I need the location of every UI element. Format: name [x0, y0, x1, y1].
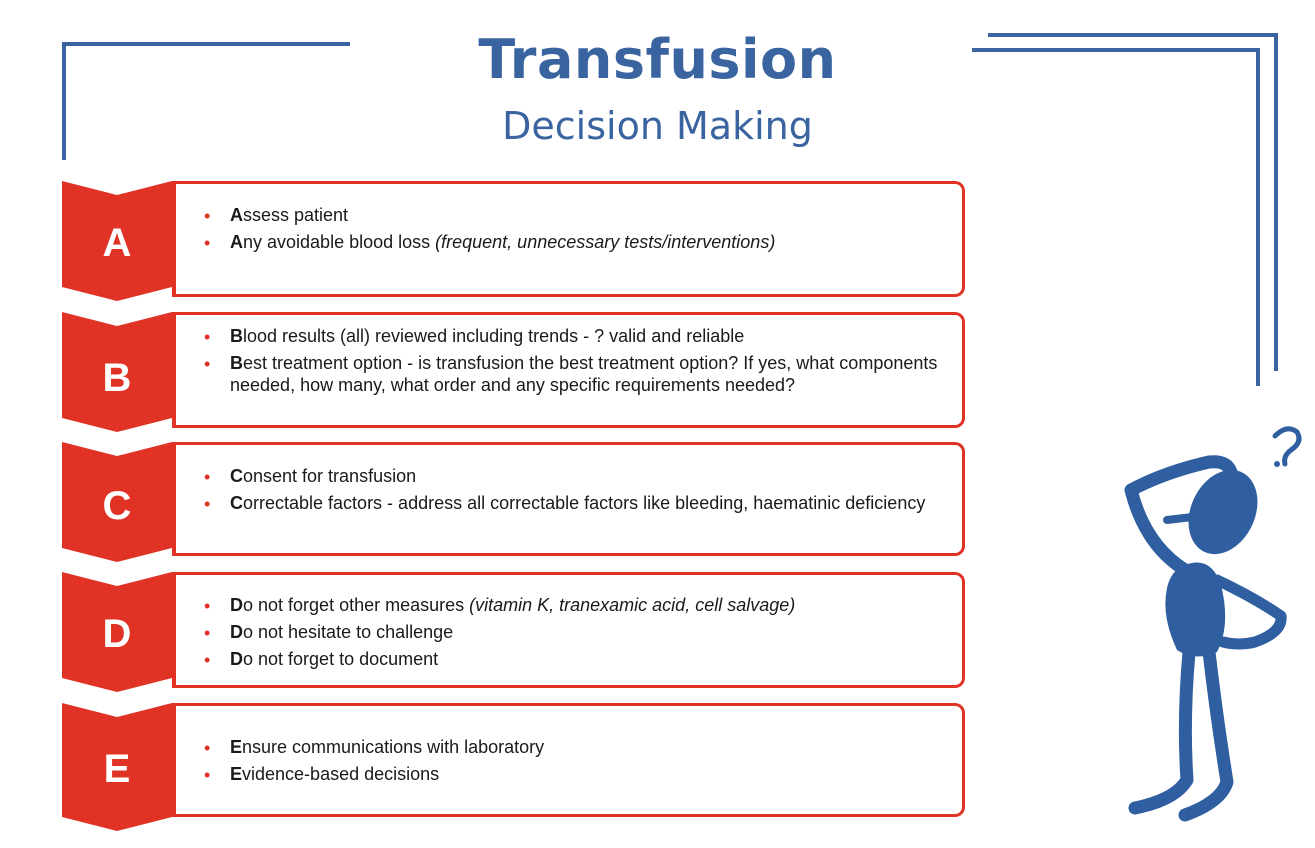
list-item: • Correctable factors - address all correctable factors like bleeding, haematinic deficiency	[204, 493, 926, 514]
step-row-a	[0, 181, 980, 301]
step-row-c	[0, 442, 980, 562]
step-tab-c	[62, 442, 172, 558]
step-letter: D	[102, 612, 132, 656]
frame-left-vertical	[62, 42, 66, 160]
frame-right-top-outer	[988, 33, 1278, 37]
step-letter: B	[102, 356, 132, 400]
list-item: • Assess patient	[204, 205, 349, 226]
frame-right-top-inner	[972, 48, 1260, 52]
step-row-b	[0, 312, 980, 432]
step-tab-b	[62, 312, 172, 428]
step-tab-d	[62, 572, 172, 688]
step-row-d	[0, 572, 980, 692]
step-letter: E	[103, 747, 131, 791]
list-item: • Best treatment option - is transfusion the best treatment option? If yes, what components needed, how many, what order and any specific requirements needed?	[204, 353, 938, 395]
list-item: • Evidence-based decisions	[204, 764, 440, 785]
step-box-a	[172, 181, 965, 297]
step-tab-a	[62, 181, 172, 297]
list-item: • Any avoidable blood loss (frequent, unnecessary tests/interventions)	[204, 232, 776, 253]
list-item: • Blood results (all) reviewed including trends - ? valid and reliable	[204, 326, 745, 347]
page-title: Transfusion	[478, 28, 837, 91]
page-subtitle: Decision Making	[502, 104, 813, 148]
frame-left-top	[62, 42, 350, 46]
step-row-e	[0, 703, 980, 833]
step-tab-e	[62, 703, 172, 819]
frame-right-vertical-inner	[1256, 48, 1260, 386]
step-letter: A	[102, 221, 132, 265]
list-item: • Do not hesitate to challenge	[204, 622, 454, 643]
list-item: • Ensure communications with laboratory	[204, 737, 545, 758]
step-box-e	[172, 703, 965, 817]
confused-man-icon	[1105, 420, 1315, 835]
step-box-c	[172, 442, 965, 556]
step-box-b	[172, 312, 965, 428]
list-item: • Do not forget to document	[204, 649, 439, 670]
list-item: • Do not forget other measures (vitamin K, tranexamic acid, cell salvage)	[204, 595, 796, 616]
frame-right-vertical-outer	[1274, 33, 1278, 371]
list-item: • Consent for transfusion	[204, 466, 417, 487]
step-box-d	[172, 572, 965, 688]
step-letter: C	[102, 484, 132, 528]
